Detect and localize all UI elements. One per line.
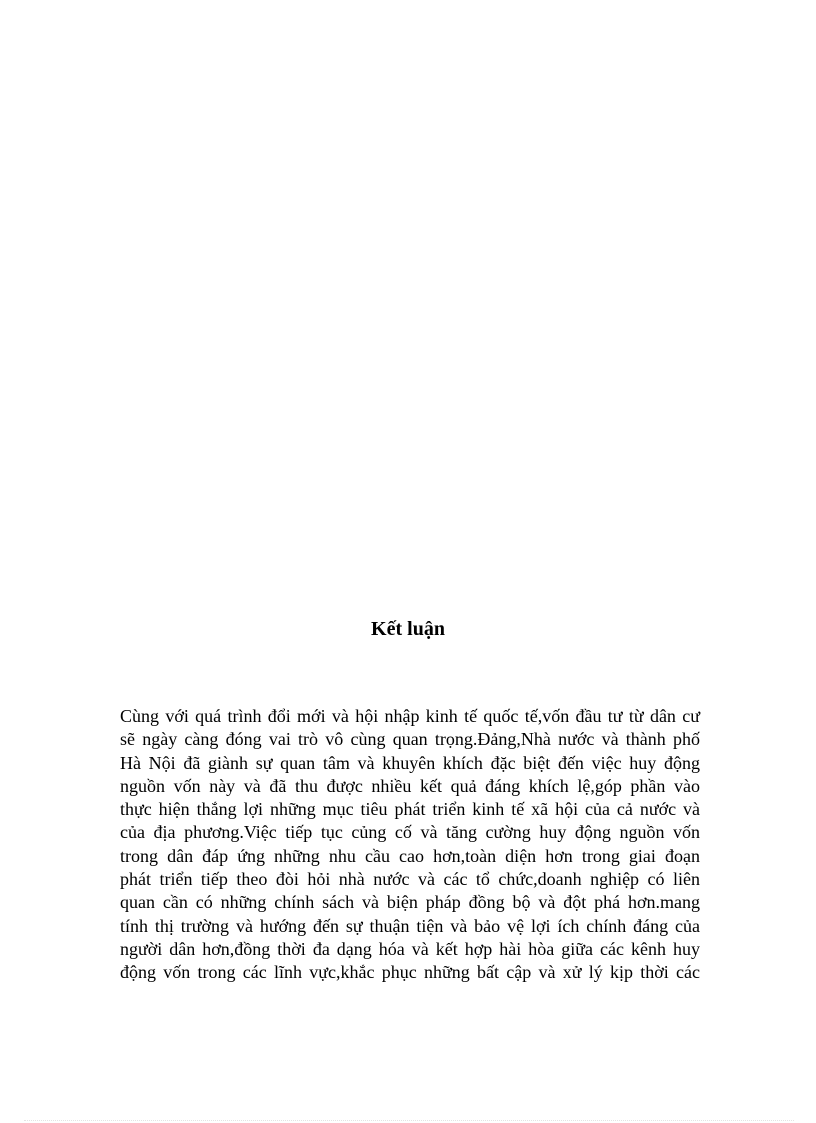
page-bottom-divider	[24, 1120, 794, 1121]
paragraph-line: người dân hơn,đồng thời đa dạng hóa và kết hợp hài hòa giữa các kênh huy	[120, 938, 700, 959]
paragraph-line: trong dân đáp ứng những nhu cầu cao hơn,toàn diện hơn trong giai đoạn	[120, 845, 700, 866]
paragraph-line: thực hiện thắng lợi những mục tiêu phát triển kinh tế xã hội của cả nước và	[120, 799, 700, 820]
paragraph-line: quan cần có những chính sách và biện pháp đồng bộ và đột phá hơn.mang	[120, 892, 700, 913]
conclusion-paragraph	[120, 705, 700, 985]
paragraph-line: nguồn vốn này và đã thu được nhiều kết quả đáng khích lệ,góp phần vào	[120, 775, 700, 796]
page-title: Kết luận	[371, 618, 445, 640]
paragraph-line: động vốn trong các lĩnh vực,khắc phục những bất cập và xử lý kịp thời các	[120, 962, 700, 983]
paragraph-line: Cùng với quá trình đổi mới và hội nhập kinh tế quốc tế,vốn đầu tư từ dân cư	[120, 706, 700, 726]
paragraph-line: của địa phương.Việc tiếp tục củng cố và tăng cường huy động nguồn vốn	[120, 822, 700, 843]
paragraph-line: phát triển tiếp theo đòi hỏi nhà nước và các tổ chức,doanh nghiệp có liên	[120, 869, 700, 890]
paragraph-line: sẽ ngày càng đóng vai trò vô cùng quan trọng.Đảng,Nhà nước và thành phố	[120, 729, 700, 750]
paragraph-line: Hà Nội đã giành sự quan tâm và khuyên khích đặc biệt đến việc huy động	[120, 752, 700, 773]
paragraph-line: tính thị trường và hướng đến sự thuận tiện và bảo vệ lợi ích chính đáng của	[120, 915, 700, 936]
